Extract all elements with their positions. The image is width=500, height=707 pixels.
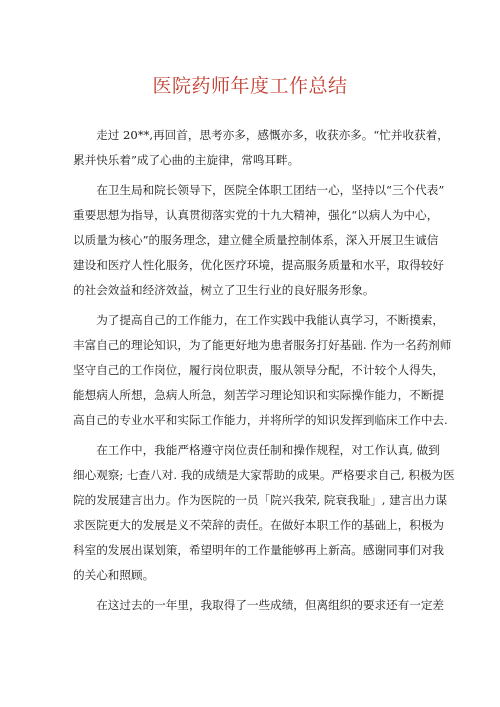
paragraph-line: 坚守自己的工作岗位，履行岗位职责，服从领导分配，不计较个人得失， [73,363,445,377]
paragraph [73,123,449,173]
paragraph [73,593,445,618]
paragraph-line: 科室的发展出谋划策，希望明年的工作量能够再上新高。感谢同事们对我 [73,543,445,557]
paragraph [73,308,452,433]
document-body [73,123,455,623]
paragraph-line: 重要思想为指导，认真贯彻落实党的十九大精神，强化“以病人为中心， [73,208,439,222]
paragraph-line: 在这过去的一年里，我取得了一些成绩，但离组织的要求还有一定差 [96,598,445,612]
paragraph-line: 走过 20**,再回首，思考亦多，感慨亦多，收获亦多。“忙并收获着， [96,128,449,142]
paragraph-line: 高自己的专业水平和实际工作能力，并将所学的知识发挥到临床工作中去. [73,413,448,427]
paragraph-line: 以质量为核心”的服务理念，建立健全质量控制体系，深入开展卫生诚信 [73,233,439,247]
paragraph-line: 能想病人所想，急病人所急，刻苦学习理论知识和实际操作能力，不断提 [73,388,445,402]
paragraph [73,438,455,588]
paragraph-line: 的社会效益和经济效益，树立了卫生行业的良好服务形象。 [73,283,375,297]
paragraph-line: 细心观察; 七查八对. 我的成绩是大家帮助的成果。严格要求自己, 积极为医 [73,468,455,482]
paragraph-line: 院的发展建言出力。作为医院的一员「院兴我荣, 院衰我耻」, 建言出力谋 [73,493,448,507]
paragraph-line: 为了提高自己的工作能力，在工作实践中我能认真学习，不断摸索， [96,313,445,327]
paragraph-line: 的关心和照顾。 [73,568,155,582]
paragraph-line: 在工作中，我能严格遵守岗位责任制和操作规程，对工作认真, 做到 [96,443,440,457]
paragraph-line: 丰富自己的理论知识，为了能更好地为患者服务打好基础. 作为一名药剂师 [73,338,452,352]
paragraph-line: 求医院更大的发展是义不荣辞的责任。在做好本职工作的基础上，积极为 [73,518,445,532]
paragraph-line: 建设和医疗人性化服务，优化医疗环境，提高服务质量和水平，取得较好 [73,258,445,272]
paragraph [73,178,445,303]
paragraph-line: 在卫生局和院长领导下，医院全体职工团结一心，坚持以“三个代表” [96,183,445,197]
paragraph-line: 累并快乐着”成了心曲的主旋律，常鸣耳畔。 [73,153,300,167]
document-title: 医院药师年度工作总结 [152,75,348,97]
